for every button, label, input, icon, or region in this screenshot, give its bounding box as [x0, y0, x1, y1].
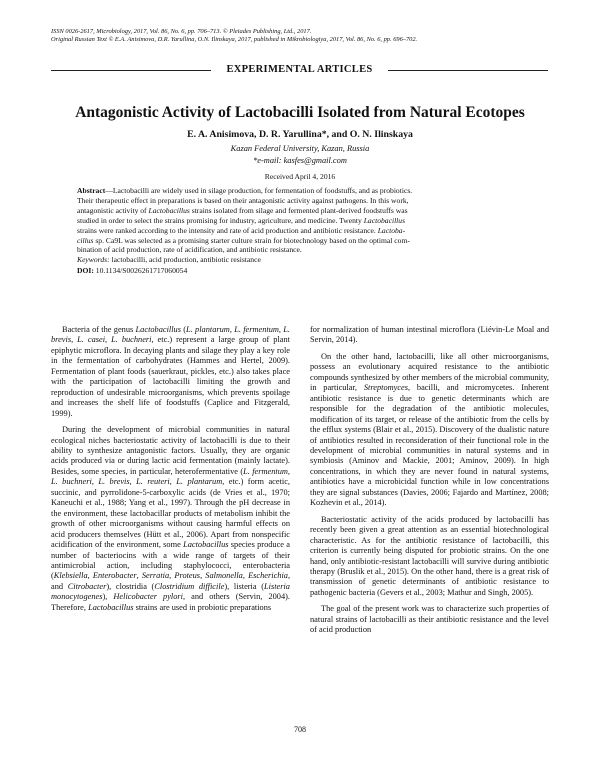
body-paragraph: Bacteria of the genus Lactobacillus (L. plantarum, L. fermentum, L. brevis, L. casei, L. buchneri, etc.) represent a large group of plant epiphytic microflora. In decaying plants and silage they play a key role in the fermentation of carbohydrates (Hammes and Hertel, 2009). Fermentation of plant foods (sauerkraut, pickles, etc.) also takes place with the participation of lactobacilli limiting the growth and reproduction of undesirable microorganisms, which prevents spoilage and increases the shelf life of foodstuffs (Caplice and Fitzgerald, 1999).: [51, 325, 291, 418]
abstract-line: cillus sp. Ca9L was selected as a promising starter culture strain for biotechnology based on the optimal com-: [77, 235, 410, 245]
doi-text: 10.1134/S0026261717060054: [95, 266, 188, 275]
abstract-line: antagonistic activity of Lactobacillus strains isolated from silage and fermented plant-derived foodstuffs was: [77, 205, 408, 215]
abstract-line-text: —Lactobacilli are widely used in silage production, for fermentation of foodstuffs, and as probiotics.: [105, 186, 413, 195]
abstract-label: Abstract: [77, 186, 106, 195]
keywords-text: lactobacilli, acid production, antibiotic resistance: [111, 255, 261, 264]
body-paragraph: Bacteriostatic activity of the acids produced by lactobacilli has recently been given a great attention as an essential biotechnological characteristic. As for the antibiotic resistance of lactobacilli, this criterion is currently being disputed for probiotic strains. On the one hand, only antibiotic-resistant lactobacilli will survive during antibiotic therapy (Bruslik et al., 2015). On the other hand, there is a great risk of transmission of genetic determinants of antibiotic resistance to pathogenic bacteria (Gevers et al., 2003; Mathur and Singh, 2005).: [310, 514, 549, 597]
body-paragraph: During the development of microbial communities in natural ecological niches bacteriostatic activity of lactobacilli is due to their ability to synthesize antagonistic factors. Usually, they are organic acids produced via or during lactic acid fermentation (mainly lactate). Besides, some species, in particular, heterofermentative (L. fermentum, L. buchneri, L. brevis, L. reuteri, L. plantarum, etc.) form acetic, succinic, and pyrrolidone-5-carboxylic acids (de Vries et al., 1970; Kaneuchi et al., 1988; Yang et al., 1997). Through the pH decrease in the environment, these lactobacillar products of metabolism inhibit the growth of other microorganisms without causing harmful effects on acid producers themselves (Hütt et al., 2006). Apart from nonspecific acidification of the environment, some Lactobacillus species produce a number of bacteriocins with a wide range of targets of their antimicrobial action, including staphylococci, enterobacteria (Klebsiella, Enterobacter, Serratia, Proteus, Salmonella, Escherichia, and Citrobacter), clostridia (Clostridium difficile), listeria (Listeria monocytogenes), Helicobacter pylori, and others (Servin, 2004). Therefore, Lactobacillus strains are used in probiotic preparations: [51, 425, 291, 612]
abstract: [77, 186, 525, 255]
doi-label: DOI:: [77, 266, 94, 275]
author-email: *e-mail: kasfes@gmail.com: [253, 156, 347, 165]
journal-header: [51, 28, 551, 45]
body-paragraph: for normalization of human intestinal microflora (Liévin-Le Moal and Servin, 2014).: [310, 325, 549, 345]
keywords-label: Keywords:: [77, 255, 110, 264]
abstract-line: bination of acid production, rate of acidification, and antibiotic resistance.: [77, 245, 302, 255]
abstract-line: strains were ranked according to the intensity and rate of acid production and antibiotic resistance. Lactoba-: [77, 225, 406, 235]
journal-citation-line: ISSN 0026-2617, Microbiology, 2017, Vol. 86, No. 6, pp. 706–713. © Pleiades Publishing, Ltd., 2017.: [51, 28, 312, 35]
article-title: Antagonistic Activity of Lactobacilli Isolated from Natural Ecotopes: [75, 104, 525, 121]
page-number: 708: [294, 725, 306, 734]
article-authors: E. A. Anisimova, D. R. Yarullina*, and O. N. Ilinskaya: [187, 129, 413, 140]
abstract-line: Their therapeutic effect in preparations is based on their antagonistic activity against pathogens. In this work,: [77, 195, 409, 205]
affiliation: Kazan Federal University, Kazan, Russia: [230, 144, 370, 153]
received-date: Received April 4, 2016: [264, 172, 336, 181]
section-label: EXPERIMENTAL ARTICLES: [226, 64, 373, 75]
body-column-left: [51, 325, 290, 613]
abstract-line: studied in order to select the strains promising for industry, agriculture, and medicine. Twenty Lactobacillus: [77, 215, 406, 225]
section-heading: [51, 64, 548, 76]
abstract-line: [77, 186, 525, 196]
original-text-line: Original Russian Text © E.A. Anisimova, D.R. Yarullina, O.N. Ilinskaya, 2017, published in Mikrobiologiya, 2017, Vol. 86, No. 6, pp. 696–702.: [51, 36, 418, 44]
body-paragraph: On the other hand, lactobacilli, like all other microorganisms, possess an evolutionary acquired resistance to the antibiotic compounds synthesized by other members of the microbial community, in particular, Streptomyces, bacilli, and micromycetes. Inherent antibiotic resistance is due to genetic determinants which are responsible for the degradation of the antibiotic molecules, modification of its target, or release of the antibiotic from the cells by the efflux systems (Blair et al., 2015). Discovery of the dualistic nature of antibiotics resulted in reconsideration of their functional role in the development of microbial communities in natural systems and in symbiosis (Aminov and Mackie, 2001; Aminov, 2009). In high concentrations, in which they are never found in natural systems, antibiotics have a microbicidal function while in low concentrations they are signal substances (Davies, 2006; Fajardo and Martínez, 2008; Kozhevin et al., 2014).: [310, 351, 549, 508]
doi: [77, 266, 525, 276]
body-paragraph: The goal of the present work was to characterize such properties of natural strains of lactobacilli as their antibiotic resistance and the level of acid production: [310, 604, 549, 635]
body-column-right: [310, 325, 549, 636]
keywords: [77, 255, 525, 265]
